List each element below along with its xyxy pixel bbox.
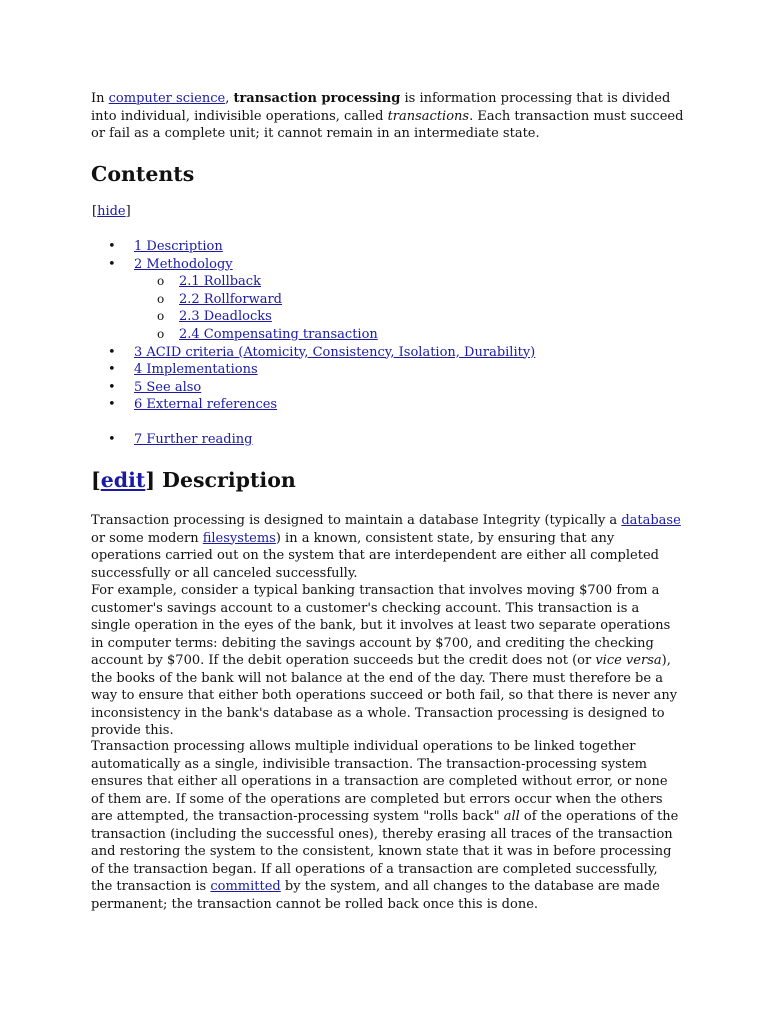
toc-item: [91, 431, 691, 449]
table-of-contents: [91, 238, 691, 449]
toc-link-implementations[interactable]: 4 Implementations: [134, 362, 258, 378]
edit-link[interactable]: edit: [100, 468, 146, 492]
link-computer-science[interactable]: computer science: [108, 91, 226, 106]
intro-text: In: [91, 91, 109, 106]
toc-subitem: [91, 291, 691, 309]
toc-item: [91, 379, 691, 397]
toc-link-description[interactable]: 1 Description: [134, 239, 223, 254]
toc-link-acid-criteria[interactable]: 3 ACID criteria (Atomicity, Consistency, Isolation, Durability): [134, 344, 536, 360]
toc-link-further-reading[interactable]: 7 Further reading: [134, 431, 253, 447]
bracket: [: [92, 204, 98, 219]
article: [91, 90, 691, 912]
toc-item: [91, 396, 691, 414]
bracket: ]: [145, 468, 156, 492]
paragraph-text: ), the books of the bank will not balance at the end of the day. There must therefore be a way to ensure that either both operations succeed or both fail, so that there is never any inconsistency in the bank's database as a whole. Transaction processing is designed to provide this.: [91, 653, 678, 738]
bracket: ]: [125, 204, 131, 219]
link-database[interactable]: database: [621, 513, 681, 528]
toc-link-deadlocks[interactable]: 2.3 Deadlocks: [179, 309, 272, 325]
toc-link-see-also[interactable]: 5 See also: [134, 379, 202, 395]
intro-text: is information processing that is divided into individual, indivisible operations, called: [91, 91, 671, 124]
toc-link-external-references[interactable]: 6 External references: [134, 397, 278, 413]
link-committed[interactable]: committed: [210, 879, 281, 894]
link-filesystems[interactable]: filesystems: [202, 530, 276, 546]
toc-subitem: [91, 273, 691, 291]
intro-text: . Each transaction must succeed or fail as a complete unit; it cannot remain in an intermediate state.: [91, 108, 684, 141]
contents-title: Contents: [91, 162, 195, 186]
toc-item: [91, 361, 691, 379]
intro-text: ,: [225, 91, 234, 106]
toc-link-rollforward[interactable]: 2.2 Rollforward: [179, 291, 283, 307]
paragraph-text: ) in a known, consistent state, by ensuring that any operations carried out on the system that are interdependent are either all completed successfully or all canceled successfully.: [91, 530, 659, 581]
toc-item: [91, 344, 691, 362]
italic-text: vice versa: [595, 653, 662, 668]
section-title: Description: [155, 468, 296, 492]
description-paragraph-2: [91, 582, 681, 740]
paragraph-text: by the system, and all changes to the database are made permanent; the transaction cannot be rolled back once this is done.: [91, 879, 660, 912]
toc-subitem: [91, 308, 691, 326]
paragraph-text: of the operations of the transaction (including the successful ones), thereby erasing all traces of the transaction and restoring the system to the consistent, known state that it was in before processing of the transaction began. If all operations of a transaction are completed successfully, the transaction is: [91, 809, 679, 894]
intro-bold-term: transaction processing: [233, 91, 401, 106]
intro-italic-term: transactions: [387, 108, 470, 124]
description-paragraph-3: [91, 738, 681, 913]
toc-subitem: [91, 326, 691, 344]
toc-item: [91, 238, 691, 256]
toc-item: [91, 256, 691, 274]
toc-link-methodology[interactable]: 2 Methodology: [134, 256, 233, 272]
intro-paragraph: [91, 90, 691, 143]
paragraph-text: Transaction processing is designed to maintain a database Integrity (typically a: [91, 513, 622, 528]
paragraph-text: For example, consider a typical banking transaction that involves moving $700 from a customer's savings account to a customer's checking account. This transaction is a single operation in the eyes of the bank, but it involves at least two separate operations in computer terms: debiting the savings account by $700, and crediting the checking account by $700. If the debit operation succeeds but the credit does not (or: [91, 583, 671, 668]
toc-link-rollback[interactable]: 2.1 Rollback: [179, 274, 261, 290]
hide-link[interactable]: hide: [97, 204, 126, 219]
toc-link-compensating-transaction[interactable]: 2.4 Compensating transaction: [179, 326, 378, 342]
section-heading-description: [91, 468, 296, 492]
paragraph-text: or some modern: [91, 530, 203, 546]
italic-text: all: [503, 809, 520, 824]
paragraph-text: Transaction processing allows multiple individual operations to be linked together automatically as a single, indivisible transaction. The transaction-processing system ensures that either all operations in a transaction are completed without error, or none of them are. If some of the operations are completed but errors occur when the others are attempted, the transaction-processing system "rolls back": [91, 739, 668, 824]
description-paragraph-1: [91, 512, 681, 582]
toc-toggle: [92, 204, 131, 219]
bracket: [: [91, 468, 101, 492]
